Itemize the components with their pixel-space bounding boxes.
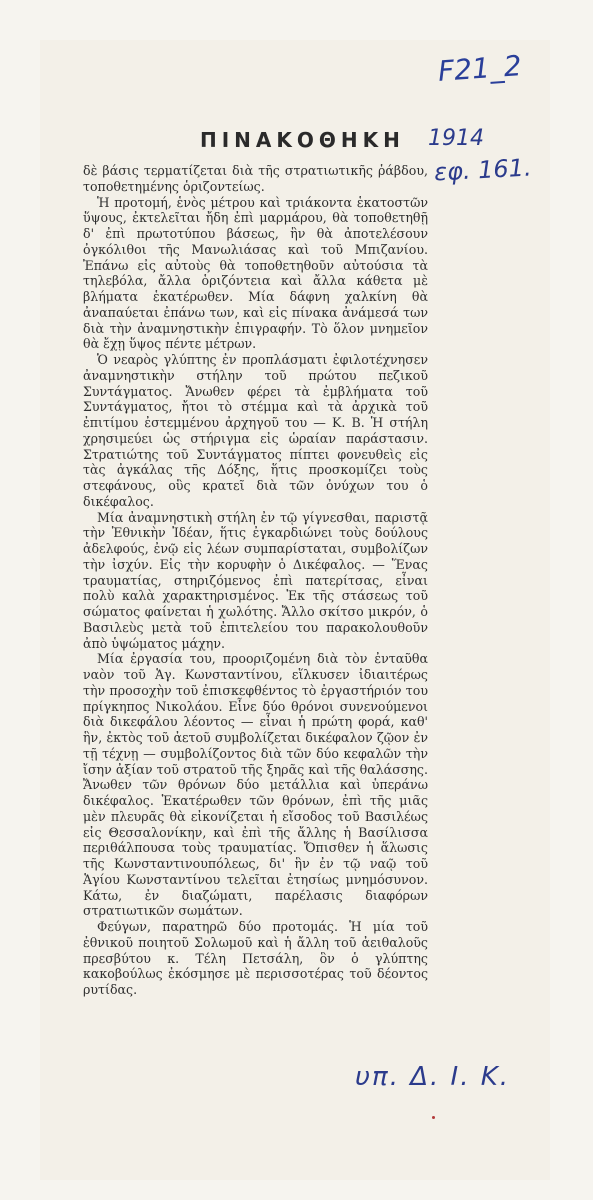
red-ink-dot <box>432 1116 435 1119</box>
handwritten-year: 1914 <box>428 126 484 151</box>
handwritten-folio: εφ. 161. <box>433 153 533 187</box>
article-paragraph: Μία ἀναμνηστικὴ στήλη ἐν τῷ γίγνεσθαι, παριστᾷ τὴν Ἐθνικὴν Ἰδέαν, ἥτις ἐγκαρδιώνει τοὺς δούλους ἀδελφούς, ἐνῷ εἰς λέων συμπαρίσταται, συμβολίζων τὴν ἰσχύν. Εἰς τὴν κορυφὴν ὁ Δικέφαλος. — Ἕνας τραυματίας, στηριζόμενος ἐπὶ πατερίτσας, εἶναι πολὺ καλὰ χαρακτηρισμένος. Ἐκ τῆς στάσεως τοῦ σώματος φαίνεται ἡ χωλότης. Ἄλλο σκίτσο μικρόν, ὁ Βασιλεὺς μετὰ τοῦ ἐπιτελείου του παρακολουθοῦν ἀπὸ ὑψώματος μάχην. <box>83 509 428 651</box>
handwritten-archive-code: F21_2 <box>436 49 523 88</box>
article-paragraph: Ὁ νεαρὸς γλύπτης ἐν προπλάσματι ἐφιλοτέχνησεν ἀναμνηστικὴν στήλην τοῦ πρώτου πεζικοῦ Συντάγματος. Ἄνωθεν φέρει τὰ ἐμβλήματα τοῦ Συντάγματος, ἤτοι τὸ στέμμα καὶ τὰ ἀρχικὰ τοῦ ἐπιτίμου ἐστεμμένου ἀρχηγοῦ του — Κ. Β. Ἡ στήλη χρησιμεύει ὡς στήριγμα εἰς ὡραίαν παράστασιν. Στρατιώτης τοῦ Συντάγματος πίπτει φονευθεὶς εἰς τὰς ἀγκάλας τῆς Δόξης, ἥτις προσκομίζει τοὺς στεφάνους, οὓς κρατεῖ διὰ τῶν ὀνύχων του ὁ δικέφαλος. <box>83 352 428 509</box>
article-heading: ΠΙΝΑΚΟΘΗΚΗ <box>200 128 405 152</box>
article-paragraph: Ἡ προτομή, ἑνὸς μέτρου καὶ τριάκοντα ἑκατοστῶν ὕψους, ἐκτελεῖται ἤδη ἐπὶ μαρμάρου, θὰ τοποθετηθῇ δ' ἐπὶ πρωτοτύπου βάσεως, ἣν θὰ ἀποτελέσουν ὀγκόλιθοι τῆς Μανωλιάσας καὶ τοῦ Μπιζανίου. Ἐπάνω εἰς αὐτοὺς θὰ τοποθετηθοῦν αὐτούσια τὰ τηλεβόλα, ἄλλα ὁριζόντεια καὶ ἄλλα κάθετα μὲ βλήματα ἑκατέρωθεν. Μία δάφνη χαλκίνη θὰ ἀναπαύεται ἐπάνω των, καὶ εἰς πίνακα ἀνάμεσά των διὰ τὴν ἀναμνηστικὴν ἐπιγραφήν. Τὸ ὅλον μνημεῖον θὰ ἔχῃ ὕψος πέντε μέτρων. <box>83 194 428 352</box>
handwritten-signature: υπ. Δ. Ι. Κ. <box>355 1062 511 1092</box>
article-paragraph: Μία ἐργασία του, προοριζομένη διὰ τὸν ἐνταῦθα ναὸν τοῦ Ἁγ. Κωνσταντίνου, εἵλκυσεν ἰδιαιτέρως τὴν προσοχὴν τοῦ ἐπισκεφθέντος τὸ ἐργαστήριόν του πρίγκηπος Νικολάου. Εἶνε δύο θρόνοι συνενούμενοι διὰ δικεφάλου λέοντος — εἶναι ἡ πρώτη φορά, καθ' ἣν, ἐκτὸς τοῦ ἀετοῦ συμβολίζεται δικέφαλον ζῷον ἐν τῇ τέχνῃ — συμβολίζοντος διὰ τῶν δύο κεφαλῶν τὴν ἴσην ἀξίαν τοῦ στρατοῦ τῆς ξηρᾶς καὶ τῆς θαλάσσης. Ἄνωθεν τῶν θρόνων δύο μετάλλια καὶ ὑπεράνω δικέφαλος. Ἑκατέρωθεν τῶν θρόνων, ἐπὶ τῆς μιᾶς μὲν πλευρᾶς θὰ εἰκονίζεται ἡ εἴσοδος τοῦ Βασιλέως εἰς Θεσσαλονίκην, καὶ ἐπὶ τῆς ἄλλης ἡ Βασίλισσα περιθάλπουσα τοὺς τραυματίας. Ὄπισθεν ἡ ἅλωσις τῆς Κωνσταντινουπόλεως, δι' ἣν ἐν τῷ ναῷ τοῦ Ἁγίου Κωνσταντίνου τελεῖται ἐτησίως μνημόσυνον. Κάτω, ἐν διαζώματι, παρέλασις διαφόρων στρατιωτικῶν σωμάτων. <box>83 651 428 919</box>
article-body <box>83 163 428 998</box>
article-paragraph: δὲ βάσις τερματίζεται διὰ τῆς στρατιωτικῆς ῥάβδου, τοποθετημένης ὁριζοντείως. <box>83 163 428 194</box>
article-paragraph: Φεύγων, παρατηρῶ δύο προτομάς. Ἡ μία τοῦ ἐθνικοῦ ποιητοῦ Σολωμοῦ καὶ ἡ ἄλλη τοῦ ἀειθαλοῦς πρεσβύτου κ. Τέλη Πετσάλη, ὃν ὁ γλύπτης κακοβούλως ἐκόσμησε μὲ περισσοτέρας τοῦ δέοντος ρυτίδας. <box>83 919 428 997</box>
